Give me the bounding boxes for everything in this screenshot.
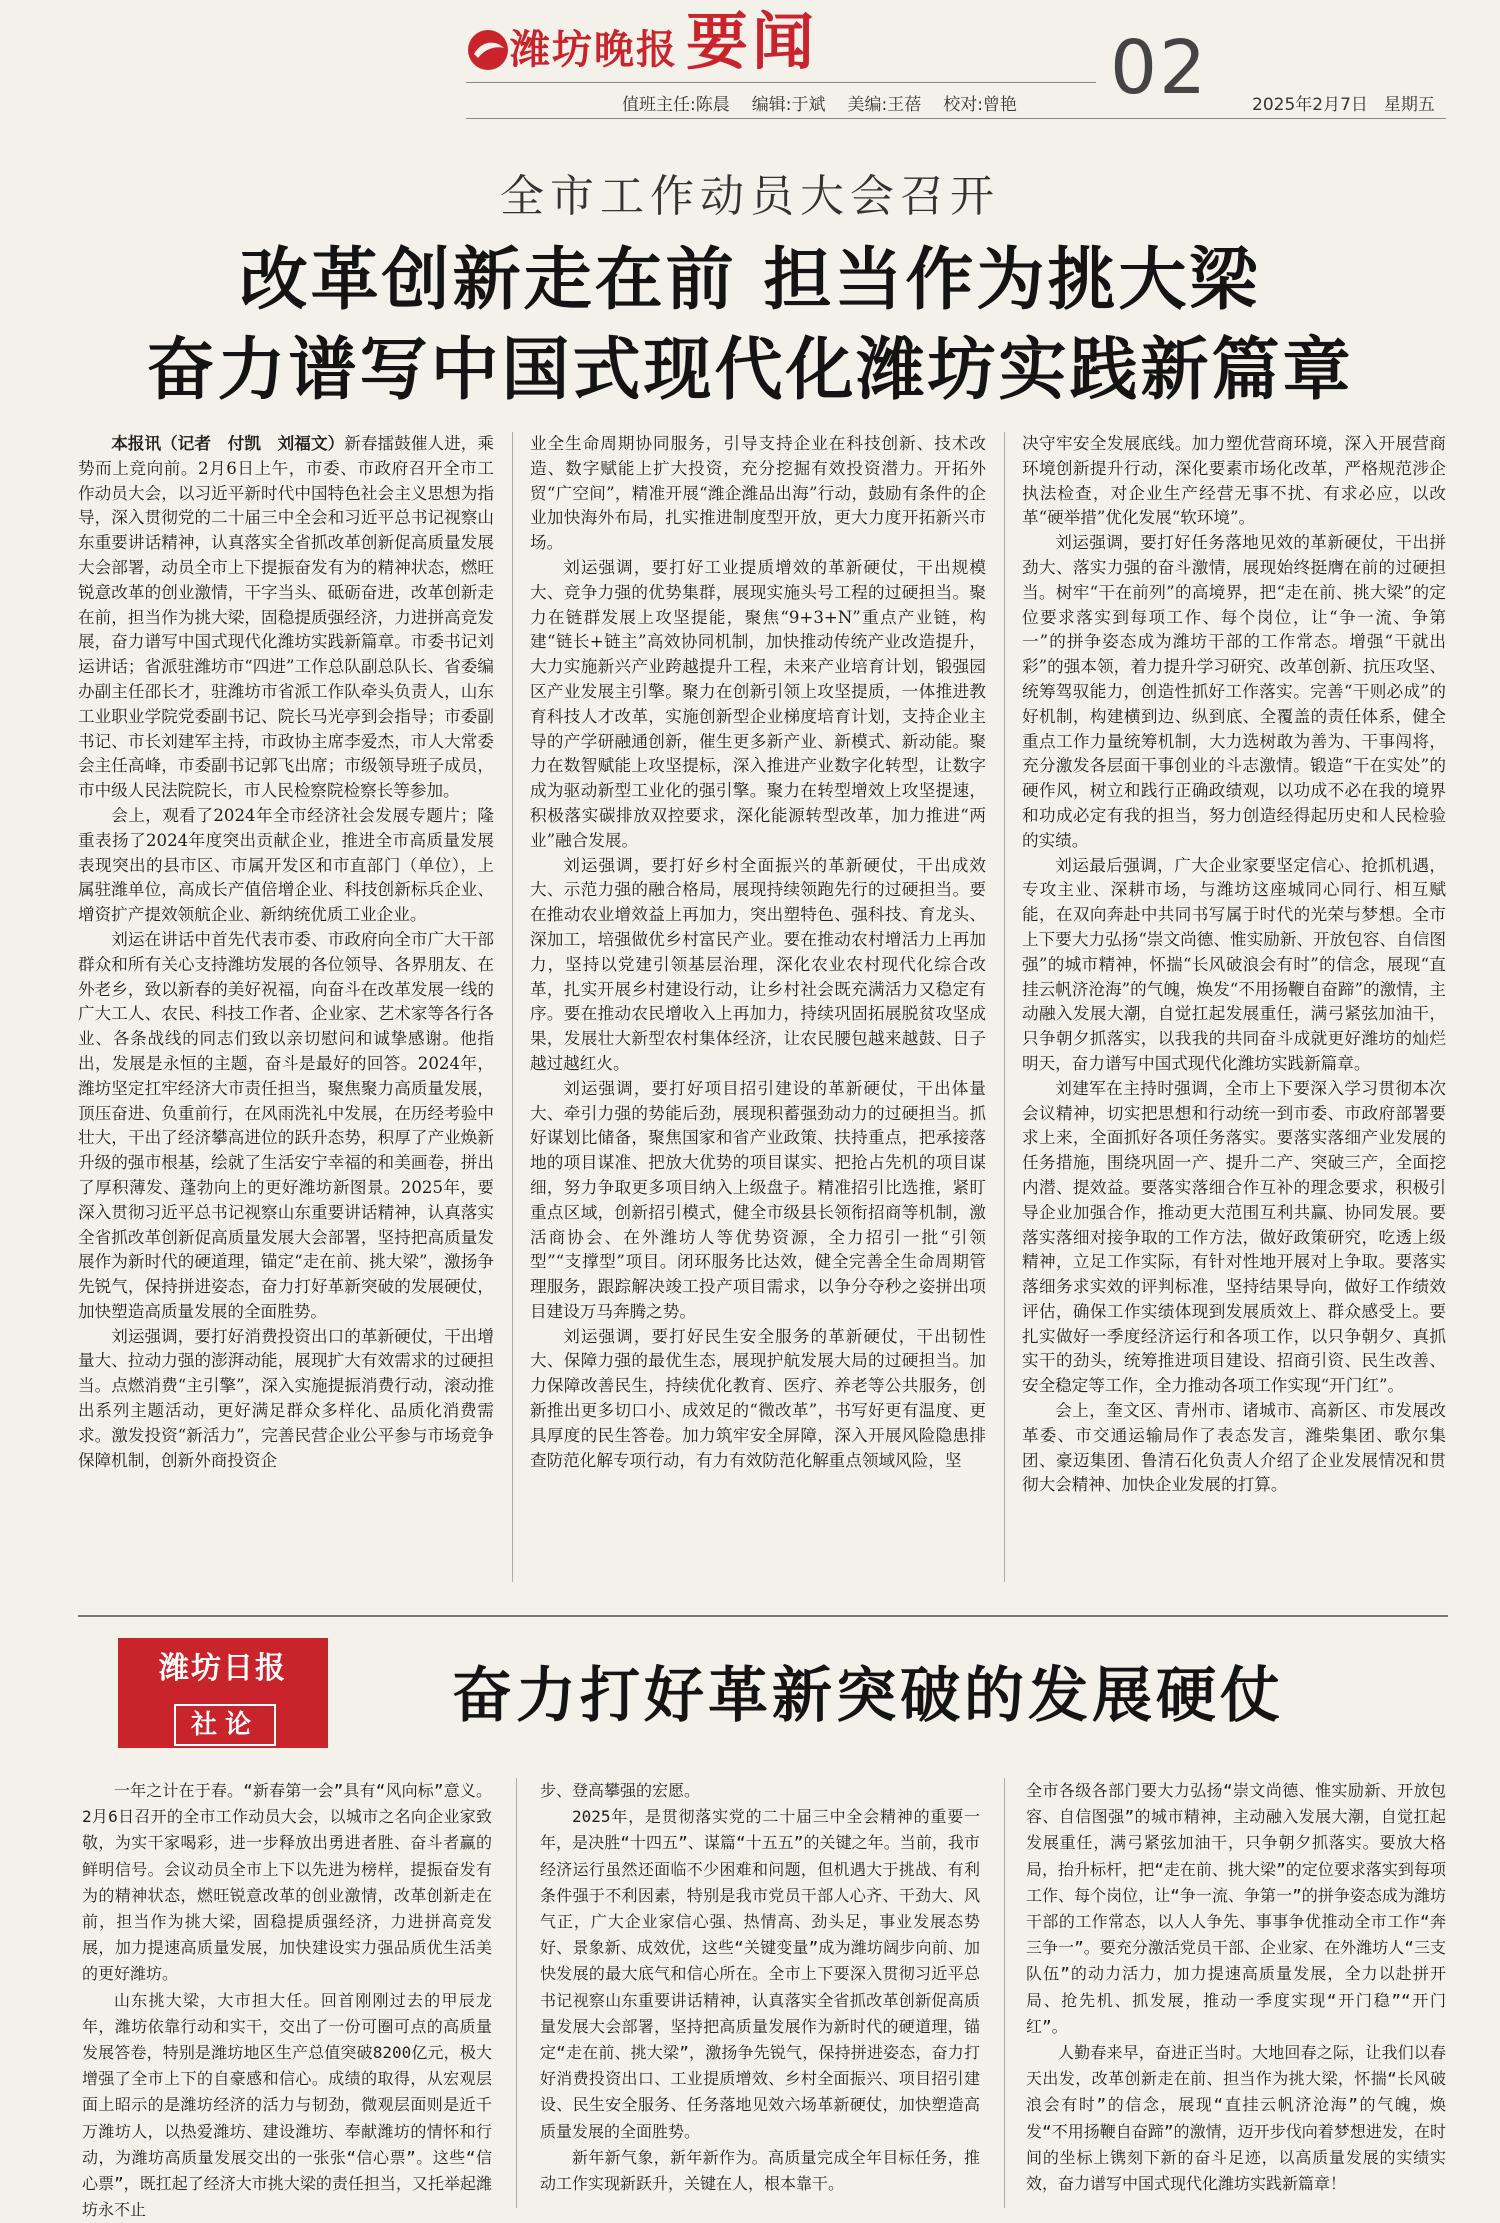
masthead-rule	[466, 82, 1096, 83]
article-paragraph: 会上，观看了2024年全市经济社会发展专题片；隆重表扬了2024年度突出贡献企业，推进全市高质量发展表现突出的县市区、市属开发区和市直部门（单位），上属驻潍单位，高成长产值倍增企业、科技创新标兵企业、增资扩产提效领航企业、新纳统优质工业企业。	[78, 805, 494, 925]
article-kicker: 全市工作动员大会召开	[500, 171, 1000, 222]
article-paragraph: 刘运强调，要打好乡村全面振兴的革新硬仗，干出成效大、示范力强的融合格局，展现持续领跑先行的过硬担当。要在推动农业增效益上再加力，突出塑特色、强科技、育龙头、深加工，培强做优乡村富民产业。要在推动农村增活力上再加力，坚持以党建引领基层治理，深化农业农村现代化综合改革，扎实开展乡村建设行动，让乡村社会既充满活力又稳定有序。要在推动农民增收入上再加力，持续巩固拓展脱贫攻坚成果，发展壮大新型农村集体经济，让农民腰包越来越鼓、日子越过越红火。	[530, 855, 986, 1073]
section-title: 要闻	[686, 5, 819, 78]
article-paragraph: 业全生命周期协同服务，引导支持企业在科技创新、技术改造、数字赋能上扩大投资，充分挖掘有效投资潜力。开拓外贸“广空间”，精准开展“潍企潍品出海”行动，鼓励有条件的企业加快海外布局，扎实推进制度型开放，更大力度开拓新兴市场。	[530, 434, 986, 553]
editorial-paragraph: 新年新气象，新年新作为。高质量完成全年目标任务，推动工作实现新跃升，关键在人，根本靠干。	[540, 2147, 980, 2194]
issue-weekday: 星期五	[1383, 95, 1435, 115]
editorial-badge-logo: 潍坊日报	[159, 1651, 287, 1686]
article-separator	[78, 1615, 1448, 1617]
article-column-2	[530, 432, 986, 1582]
article-paragraph: 会上，奎文区、青州市、诸城市、高新区、市发展改革委、市交通运输局作了表态发言，潍柴集团、歌尔集团、豪迈集团、鲁清石化负责人介绍了企业发展情况和贯彻大会精神、加快企业发展的打算。	[1022, 1401, 1446, 1495]
art-editor: 美编:王蓓	[847, 95, 922, 115]
page-number: 02	[1110, 25, 1209, 111]
column-rule	[1004, 432, 1005, 1582]
article-paragraph: 刘运强调，要打好项目招引建设的革新硬仗，干出体量大、牵引力强的势能后劲，展现积蓄强劲动力的过硬担当。抓好谋划比储备，聚焦国家和省产业政策、扶持重点，把承接落地的项目谋准、把放大优势的项目谋实、把抢占先机的项目谋细，努力争取更多项目纳入上级盘子。精准招引比选推，紧盯重点区域，创新招引模式，健全市级县长领衔招商等机制，激活商协会、在外潍坊人等优势资源，全力招引一批“引领型”“支撑型”项目。闭环服务比达效，健全完善全生命周期管理服务，跟踪解决竣工投产项目需求，以争分夺秒之姿拼出项目建设万马奔腾之势。	[530, 1078, 986, 1321]
article-paragraph: 刘运在讲话中首先代表市委、市政府向全市广大干部群众和所有关心支持潍坊发展的各位领导、各界朋友、在外老乡，致以新春的美好祝福，向奋斗在改革发展一线的广大工人、农民、科技工作者、企业家、艺术家等各行各业、各条战线的同志们致以亲切慰问和诚挚感谢。他指出，发展是永恒的主题，奋斗是最好的回答。2024年，潍坊坚定扛牢经济大市责任担当，聚焦聚力高质量发展，顶压奋进、负重前行，在风雨洗礼中发展，在历经考验中壮大，干出了经济攀高进位的跃升态势，积厚了产业焕新升级的强市根基，绘就了生活安宁幸福的和美画卷，拼出了厚积薄发、蓬勃向上的更好潍坊新图景。2025年，要深入贯彻习近平总书记视察山东重要讲话精神，认真落实全省抓改革创新促高质量发展大会部署，坚持把高质量发展作为新时代的硬道理，锚定“走在前、挑大梁”，激扬争先锐气，保持拼进姿态，奋力打好革新突破的发展硬仗，加快塑造高质量发展的全面胜势。	[78, 929, 494, 1321]
article-headline-2: 奋力谱写中国式现代化潍坊实践新篇章	[146, 331, 1354, 410]
article-column-1	[78, 432, 494, 1582]
editors-line	[622, 94, 1039, 116]
article-paragraph: 刘运强调，要打好工业提质增效的革新硬仗，干出规模大、竞争力强的优势集群，展现实施头号工程的过硬担当。聚力在链群发展上攻坚提能，聚焦“9+3+N”重点产业链，构建“链长+链主”高效协同机制，加快推动传统产业改造提升，大力实施新兴产业跨越提升工程，未来产业培育计划，锻强园区产业发展主引擎。聚力在创新引领上攻坚提质，一体推进教育科技人才改革，实施创新型企业梯度培育计划，支持企业主导的产学研融通创新，催生更多新产业、新模式、新动能。聚力在数智赋能上攻坚提标，深入推进产业数字化转型，让数字成为驱动新型工业化的强引擎。聚力在转型增效上攻坚提速，积极落实碳排放双控要求，深化能源转型改革，加力推进“两业”融合发展。	[530, 557, 986, 850]
article-paragraph: 刘运强调，要打好民生安全服务的革新硬仗，干出韧性大、保障力强的最优生态，展现护航发展大局的过硬担当。加力保障改善民生，持续优化教育、医疗、养老等公共服务，创新推出更多切口小、成效足的“微改革”，书写好更有温度、更具厚度的民生答卷。加力筑牢安全屏障，深入开展风险隐患排查防范化解专项行动，有力有效防范化解重点领域风险，坚	[530, 1326, 986, 1470]
article-column-3	[1022, 432, 1446, 1582]
editorial-badge	[118, 1638, 328, 1748]
proofreader: 校对:曾艳	[943, 95, 1017, 115]
editorial-paragraph: 山东挑大梁，大市担大任。回首刚刚过去的甲辰龙年，潍坊依靠行动和实干，交出了一份可圈可点的高质量发展答卷，特别是潍坊地区生产总值突破8200亿元，极大增强了全市上下的自豪感和信心。成绩的取得，从宏观层面上昭示的是潍坊经济的活力与韧劲，微观层面则是近千万潍坊人，以热爱潍坊、建设潍坊、奉献潍坊的情怀和行动，为潍坊高质量发展交出的一张张“信心票”。这些“信心票”，既扛起了经济大市挑大梁的责任担当，又托举起潍坊永不止	[82, 1990, 492, 2220]
editorial-column-2	[540, 1778, 980, 2208]
column-rule	[512, 432, 513, 1582]
editorial-paragraph: 步、登高攀强的宏愿。	[540, 1781, 701, 1800]
editorial-column-3	[1026, 1778, 1446, 2208]
article-paragraph: 刘运强调，要打好任务落地见效的革新硬仗，干出拼劲大、落实力强的奋斗激情，展现始终挺膺在前的过硬担当。树牢“干在前列”的高境界，把“走在前、挑大梁”的定位要求落实到每项工作、每个岗位，让“争一流、争第一”的拼争姿态成为潍坊干部的工作常态。增强“干就出彩”的强本领，着力提升学习研究、改革创新、抗压攻坚、统筹驾驭能力，创造性抓好工作落实。完善“干则必成”的好机制，构建横到边、纵到底、全覆盖的责任体系，健全重点工作力量统筹机制，大力选树敢为善为、干事闯将，充分激发各层面干事创业的斗志激情。锻造“干在实处”的硬作风，树立和践行正确政绩观，以功成不必在我的境界和功成必定有我的担当，努力创造经得起历史和人民检验的实绩。	[1022, 533, 1446, 850]
article-headline-1: 改革创新走在前 担当作为挑大梁	[239, 241, 1261, 320]
editorial-badge-label: 社论	[190, 1710, 259, 1740]
editorial-column-1	[82, 1778, 492, 2220]
masthead	[0, 0, 1500, 130]
paper-name: 潍坊晚报	[510, 27, 678, 73]
column-rule	[516, 1778, 517, 2208]
editorial-paragraph: 一年之计在于春。“新春第一会”具有“风向标”意义。2月6日召开的全市工作动员大会，以城市之名向企业家致敬，为实干家喝彩，进一步释放出勇进者胜、奋斗者赢的鲜明信号。会议动员全市上下以先进为榜样，提振奋发有为的精神状态，燃旺锐意改革的创业激情，改革创新走在前，担当作为挑大梁，固稳提质强经济，力进拼高竞发展，加力提速高质量发展，加快建设实力强品质优生活美的更好潍坊。	[82, 1781, 492, 1984]
issue-date: 2025年2月7日	[1252, 95, 1368, 115]
article-paragraph: 本报讯（记者 付凯 刘福文）新春擂鼓催人进，乘势而上竞向前。2月6日上午，市委、市政府召开全市工作动员大会，以习近平新时代中国特色社会主义思想为指导，深入贯彻党的二十届三中全会和习近平总书记视察山东重要讲话精神，认真落实全省抓改革创新促高质量发展大会部署，动员全市上下提振奋发有为的精神状态，燃旺锐意改革的创业激情，干字当头、砥砺奋进，改革创新走在前，担当作为挑大梁，固稳提质强经济，力进拼高竞发展，奋力谱写中国式现代化潍坊实践新篇章。市委书记刘运讲话；省派驻潍坊市“四进”工作总队副总队长、省委编办副主任邵长才，驻潍坊市省派工作队牵头负责人，山东工业职业学院党委副书记、院长马光亭到会指导；市委副书记、市长刘建军主持，市政协主席李爱杰，市人大常委会主任高峰，市委副书记郭飞出席；市级领导班子成员，市中级人民法院院长，市人民检察院检察长等参加。	[78, 434, 495, 801]
paper-logo-icon	[466, 28, 510, 72]
article-byline: 本报讯（记者 付凯 刘福文）	[111, 434, 345, 453]
editorial-badge-label-box	[174, 1704, 276, 1746]
duty-director: 值班主任:陈晨	[622, 95, 730, 115]
article-paragraph: 刘运强调，要打好消费投资出口的革新硬仗，干出增量大、拉动力强的澎湃动能，展现扩大有效需求的过硬担当。点燃消费“主引擎”，深入实施提振消费行动，滚动推出系列主题活动，更好满足群众多样化、品质化消费需求。激发投资“新活力”，完善民营企业公平参与市场竞争保障机制，创新外商投资企	[78, 1326, 494, 1470]
editorial-title: 奋力打好革新突破的发展硬仗	[452, 1661, 1284, 1731]
date-line	[1252, 94, 1451, 116]
editorial-paragraph: 2025年，是贯彻落实党的二十届三中全会精神的重要一年，是决胜“十四五”、谋篇“十五五”的关键之年。当前，我市经济运行虽然还面临不少困难和问题，但机遇大于挑战、有利条件强于不利因素，特别是我市党员干部人心齐、干劲大、风气正，广大企业家信心强、热情高、劲头足，事业发展态势好、景象新、成效优，这些“关键变量”成为潍坊阔步向前、加快发展的最大底气和信心所在。全市上下要深入贯彻习近平总书记视察山东重要讲话精神，认真落实全省抓改革创新促高质量发展大会部署，坚持把高质量发展作为新时代的硬道理，锚定“走在前、挑大梁”，激扬争先锐气，保持拼进姿态，奋力打好消费投资出口、工业提质增效、乡村全面振兴、项目招引建设、民生安全服务、任务落地见效六场革新硬仗，加快塑造高质量发展的全面胜势。	[540, 1807, 980, 2141]
article-paragraph: 决守牢安全发展底线。加力塑优营商环境，深入开展营商环境创新提升行动，深化要素市场化改革，严格规范涉企执法检查，对企业生产经营无事不扰、有求必应，以改革“硬举措”优化发展“软环境”。	[1022, 434, 1446, 528]
masthead-rule	[466, 118, 1446, 119]
article-paragraph: 刘建军在主持时强调，全市上下要深入学习贯彻本次会议精神，切实把思想和行动统一到市委、市政府部署要求上来，全面抓好各项任务落实。要落实落细产业发展的任务措施，围绕巩固一产、提升二产、突破三产，全面挖内潜、提效益。要落实落细合作互补的理念要求，积极引导企业加强合作，推动更大范围互利共赢、协同发展。要落实落细对接争取的工作方法，做好政策研究，吃透上级精神，立足工作实际，有针对性地开展对上争取。要落实落细务求实效的评判标准，坚持结果导向，做好工作绩效评估，确保工作实绩体现到发展质效上、群众感受上。要扎实做好一季度经济运行和各项工作，以只争朝夕、真抓实干的劲头，统筹推进项目建设、招商引资、民生改善、安全稳定等工作，全力推动各项工作实现“开门红”。	[1022, 1078, 1446, 1396]
editorial-paragraph: 人勤春来早，奋进正当时。大地回春之际，让我们以春天出发，改革创新走在前、担当作为挑大梁，怀揣“长风破浪会有时”的信念，展现“直挂云帆济沧海”的气魄，焕发“不用扬鞭自奋蹄”的激情，迈开步伐向着梦想进发，在时间的坐标上镌刻下新的奋斗足迹，以高质量发展的实绩实效，奋力谱写中国式现代化潍坊实践新篇章！	[1026, 2043, 1446, 2194]
editorial-paragraph: 全市各级各部门要大力弘扬“崇文尚德、惟实励新、开放包容、自信图强”的城市精神，主动融入发展大潮，自觉扛起发展重任，满弓紧弦加油干，只争朝夕抓落实。要放大格局，抬升标杆，把“走在前、挑大梁”的定位要求落实到每项工作、每个岗位，让“争一流、争第一”的拼争姿态成为潍坊干部的工作常态，以人人争先、事事争优推动全市工作“奔三争一”。要充分激活党员干部、企业家、在外潍坊人“三支队伍”的动力活力，加力提速高质量发展，全力以赴拼开局、抢先机、抓发展，推动一季度实现“开门稳”“开门红”。	[1026, 1781, 1446, 2036]
article-paragraph: 刘运最后强调，广大企业家要坚定信心、抢抓机遇，专攻主业、深耕市场，与潍坊这座城同心同行、相互赋能，在双向奔赴中共同书写属于时代的光荣与梦想。全市上下要大力弘扬“崇文尚德、惟实励新、开放包容、自信图强”的城市精神，怀揣“长风破浪会有时”的信念，展现“直挂云帆济沧海”的气魄，焕发“不用扬鞭自奋蹄”的激情，主动融入发展大潮，自觉扛起发展重任，满弓紧弦加油干，只争朝夕抓落实，以我我的共同奋斗成就更好潍坊的灿烂明天，奋力谱写中国式现代化潍坊实践新篇章。	[1022, 855, 1446, 1073]
column-rule	[1004, 1778, 1005, 2208]
editor: 编辑:于斌	[751, 95, 826, 115]
